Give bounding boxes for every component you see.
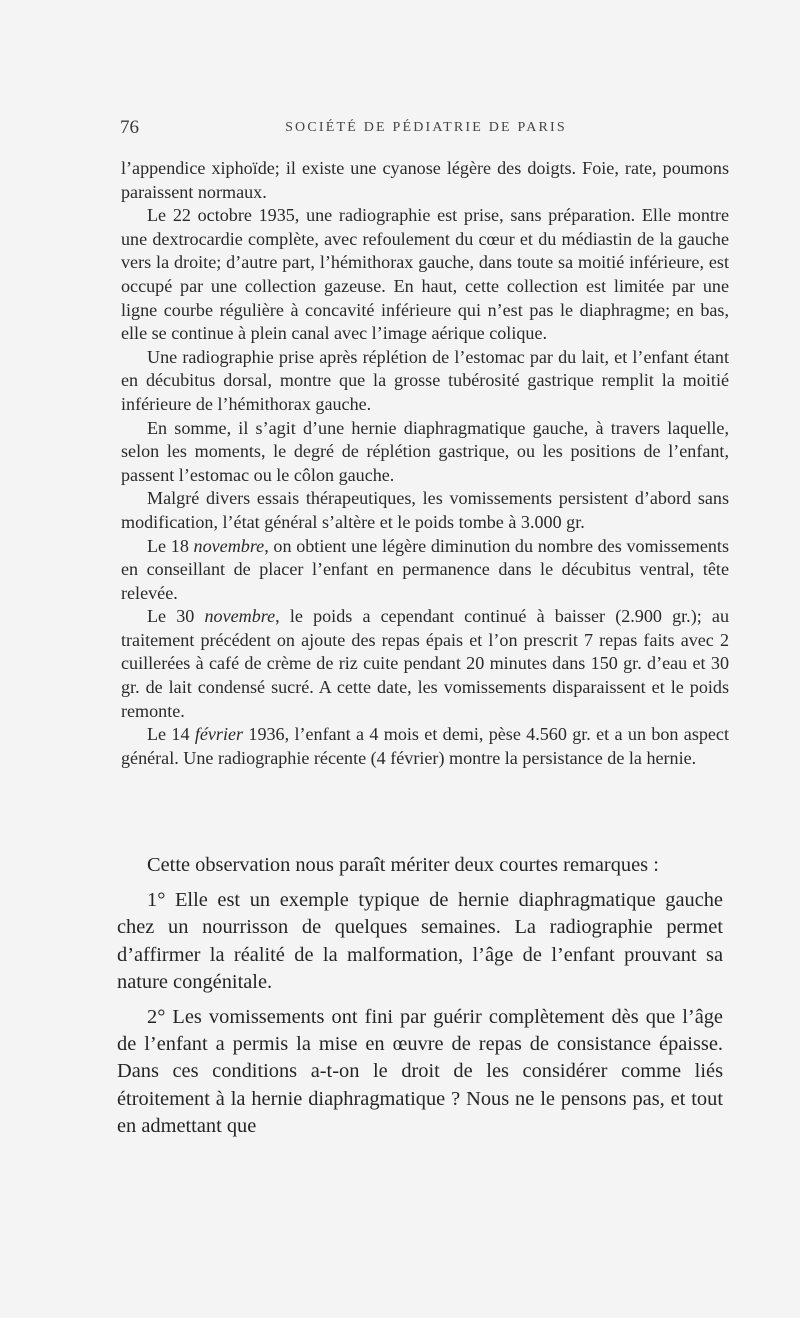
paragraph: l’appendice xiphoïde; il existe une cyanose légère des doigts. Foie, rate, poumons paraissent normaux. [121,158,729,202]
date-italic: novembre [204,606,276,627]
paragraph: Une radiographie prise après réplétion de l’estomac par du lait, et l’enfant étant en décubitus dorsal, montre que la grosse tubérosité gastrique remplit la moitié inférieure de l’hémithorax gauche. [121,346,729,414]
date-italic: février [194,724,244,745]
paragraph: Cette observation nous paraît mériter deux courtes remarques : [147,854,659,876]
paragraph [121,535,729,606]
running-head [120,117,732,141]
text-run: Le 18 [147,535,194,556]
paragraph: En somme, il s’agit d’une hernie diaphragmatique gauche, à travers laquelle, selon les moments, le degré de réplétion gastrique, ou les positions de l’enfant, passent l’estomac ou le côlon gauche. [121,417,729,485]
date-italic: novembre [193,535,265,556]
paragraph: Malgré divers essais thérapeutiques, les vomissements persistent d’abord sans modification, l’état général s’altère et le poids tombe à 3.000 gr. [121,488,729,532]
text-run: Le 14 [147,724,195,745]
paragraph: Le 22 octobre 1935, une radiographie est prise, sans préparation. Elle montre une dextrocardie complète, avec refoulement du cœur et du médiastin de la gauche vers la droite; d’autre part, l’hémithorax gauche, dans toute sa moitié inférieure, est occupé par une collection gazeuse. En haut, cette collection est limitée par une ligne courbe régulière à concavité inférieure qui n’est pas le diaphragme; en bas, elle se continue à plein canal avec l’image aérique colique. [121,205,729,344]
discussion-text [117,852,723,1148]
text-run: 1936, l’enfant a 4 mois et demi, pèse 4.560 gr. et a un bon aspect général. Une radiographie récente (4 février) montre la persistance de la hernie. [121,724,729,768]
text-run: Le 30 [147,606,205,627]
page-number: 76 [120,117,139,138]
paragraph: 2° Les vomissements ont fini par guérir complètement dès que l’âge de l’enfant a permis la mise en œuvre de repas de consistance épaisse. Dans ces conditions a-t-on le droit de les considérer comme liés étroitement à la hernie diaphragmatique ? Nous ne le pensons pas, et tout en admettant que [117,1006,723,1137]
text-run: , le poids a cependant continué à baisser (2.900 gr.); au traitement précédent on ajoute des repas épais et l’on prescrit 7 repas faits avec 2 cuillerées à café de crème de riz cuite pendant 20 minutes dans 150 gr. d’eau et 30 gr. de lait condensé sucré. A cette date, les vomissements disparaissent et le poids remonte. [121,606,729,721]
paragraph [121,605,729,723]
journal-title: SOCIÉTÉ DE PÉDIATRIE DE PARIS [285,120,567,135]
paragraph: 1° Elle est un exemple typique de hernie diaphragmatique gauche chez un nourrisson de quelques semaines. La radiographie permet d’affirmer la réalité de la malformation, l’âge de l’enfant prouvant sa nature congénitale. [117,889,723,993]
case-report-text [121,157,729,770]
text-run: , on obtient une légère diminution du nombre des vomissements en conseillant de placer l’enfant en permanence dans le décubitus ventral, tête relevée. [121,535,729,603]
paragraph [121,723,729,770]
